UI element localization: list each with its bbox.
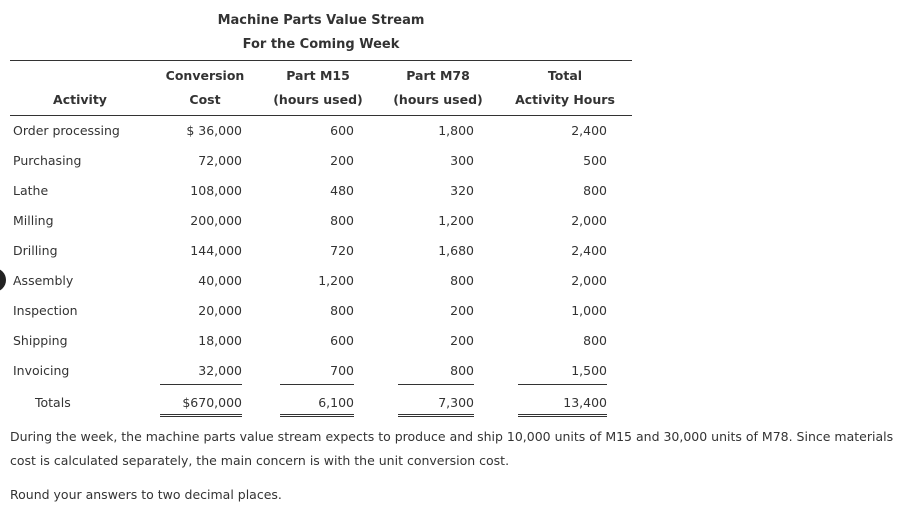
row-total: 2,400 <box>571 243 607 258</box>
row-total: 800 <box>583 333 607 348</box>
table-title: Machine Parts Value Stream <box>217 13 425 28</box>
row-cost: 20,000 <box>198 303 242 318</box>
row-m78: 200 <box>450 303 474 318</box>
row-m15: 800 <box>330 213 354 228</box>
cost-subtotal-rule <box>160 384 242 385</box>
page-edge-marker <box>0 268 6 292</box>
row-m15: 720 <box>330 243 354 258</box>
header-m78-line2: (hours used) <box>393 92 483 107</box>
row-m78: 320 <box>450 183 474 198</box>
header-m15-line1: Part M15 <box>286 68 350 83</box>
row-activity: Drilling <box>13 243 58 258</box>
m15-total-double-rule <box>280 414 354 417</box>
header-conversion-line1: Conversion <box>165 68 245 83</box>
header-total-line1: Total <box>547 68 583 83</box>
row-activity: Invoicing <box>13 363 70 378</box>
totals-cost: $670,000 <box>182 395 242 410</box>
row-activity: Assembly <box>13 273 74 288</box>
row-total: 1,500 <box>571 363 607 378</box>
header-m15-line2: (hours used) <box>273 92 363 107</box>
row-m78: 1,680 <box>438 243 474 258</box>
row-m15: 600 <box>330 333 354 348</box>
cost-total-double-rule <box>160 414 242 417</box>
row-m15: 800 <box>330 303 354 318</box>
row-m15: 600 <box>330 123 354 138</box>
table-subtitle: For the Coming Week <box>242 37 400 52</box>
header-bottom-rule <box>10 115 632 116</box>
totals-label: Totals <box>35 395 71 410</box>
problem-paragraph: During the week, the machine parts value stream expects to produce and ship 10,000 units of M15 and 30,000 units of M78. Since materials cost is calculated separately, the main concern is with the unit conversion cost. <box>10 429 894 468</box>
row-total: 2,000 <box>571 273 607 288</box>
row-total: 500 <box>583 153 607 168</box>
row-total: 2,000 <box>571 213 607 228</box>
row-total: 800 <box>583 183 607 198</box>
row-cost: $ 36,000 <box>186 123 242 138</box>
m15-subtotal-rule <box>280 384 354 385</box>
row-cost: 108,000 <box>190 183 242 198</box>
total-subtotal-rule <box>518 384 607 385</box>
row-activity: Lathe <box>13 183 49 198</box>
totals-m15: 6,100 <box>318 395 354 410</box>
row-m15: 700 <box>330 363 354 378</box>
row-m15: 200 <box>330 153 354 168</box>
row-m15: 480 <box>330 183 354 198</box>
header-activity: Activity <box>53 92 107 107</box>
row-activity: Milling <box>13 213 54 228</box>
m78-subtotal-rule <box>398 384 474 385</box>
row-activity: Inspection <box>13 303 78 318</box>
row-cost: 40,000 <box>198 273 242 288</box>
row-activity: Purchasing <box>13 153 82 168</box>
row-m78: 1,800 <box>438 123 474 138</box>
header-top-rule <box>10 60 632 61</box>
row-cost: 18,000 <box>198 333 242 348</box>
row-m78: 800 <box>450 363 474 378</box>
header-total-line2: Activity Hours <box>515 92 615 107</box>
row-m78: 800 <box>450 273 474 288</box>
row-activity: Order processing <box>13 123 120 138</box>
total-total-double-rule <box>518 414 607 417</box>
row-cost: 72,000 <box>198 153 242 168</box>
row-activity: Shipping <box>13 333 68 348</box>
header-m78-line1: Part M78 <box>406 68 470 83</box>
row-m78: 300 <box>450 153 474 168</box>
row-cost: 200,000 <box>190 213 242 228</box>
row-total: 1,000 <box>571 303 607 318</box>
totals-m78: 7,300 <box>438 395 474 410</box>
row-m78: 200 <box>450 333 474 348</box>
m78-total-double-rule <box>398 414 474 417</box>
header-conversion-line2: Cost <box>189 92 221 107</box>
totals-total: 13,400 <box>563 395 607 410</box>
row-cost: 32,000 <box>198 363 242 378</box>
row-cost: 144,000 <box>190 243 242 258</box>
row-m78: 1,200 <box>438 213 474 228</box>
rounding-instruction: Round your answers to two decimal places. <box>10 487 282 502</box>
row-total: 2,400 <box>571 123 607 138</box>
row-m15: 1,200 <box>318 273 354 288</box>
